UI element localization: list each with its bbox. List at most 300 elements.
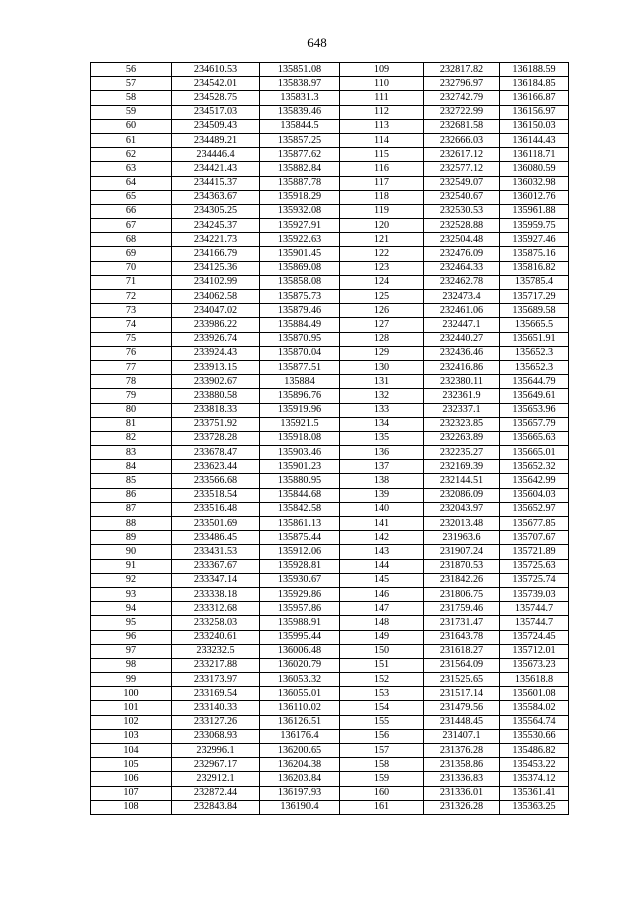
- x-coordinate-cell: 232681.58: [424, 119, 500, 133]
- point-number-cell: 69: [91, 247, 172, 261]
- x-coordinate-cell: 231806.75: [424, 587, 500, 601]
- y-coordinate-cell: 136150.03: [500, 119, 569, 133]
- x-coordinate-cell: 232912.1: [172, 772, 260, 786]
- y-coordinate-cell: 135901.45: [260, 247, 340, 261]
- x-coordinate-cell: 231336.83: [424, 772, 500, 786]
- point-number-cell: 72: [91, 290, 172, 304]
- point-number-cell: 62: [91, 148, 172, 162]
- table-row: [91, 602, 569, 616]
- point-number-cell: 156: [340, 729, 424, 743]
- table-row: [91, 176, 569, 190]
- x-coordinate-cell: 232617.12: [424, 148, 500, 162]
- point-number-cell: 113: [340, 119, 424, 133]
- point-number-cell: 90: [91, 545, 172, 559]
- table-row: [91, 517, 569, 531]
- x-coordinate-cell: 232440.27: [424, 332, 500, 346]
- x-coordinate-cell: 232464.33: [424, 261, 500, 275]
- y-coordinate-cell: 135928.81: [260, 559, 340, 573]
- table-row: [91, 545, 569, 559]
- point-number-cell: 105: [91, 758, 172, 772]
- x-coordinate-cell: 233501.69: [172, 517, 260, 531]
- y-coordinate-cell: 135921.5: [260, 417, 340, 431]
- y-coordinate-cell: 136080.59: [500, 162, 569, 176]
- table-row: [91, 219, 569, 233]
- table-row: [91, 460, 569, 474]
- y-coordinate-cell: 135604.03: [500, 488, 569, 502]
- x-coordinate-cell: 232996.1: [172, 744, 260, 758]
- y-coordinate-cell: 135725.74: [500, 573, 569, 587]
- y-coordinate-cell: 135652.3: [500, 346, 569, 360]
- y-coordinate-cell: 135707.67: [500, 531, 569, 545]
- table-row: [91, 729, 569, 743]
- point-number-cell: 84: [91, 460, 172, 474]
- x-coordinate-cell: 232436.46: [424, 346, 500, 360]
- x-coordinate-cell: 232540.67: [424, 190, 500, 204]
- point-number-cell: 120: [340, 219, 424, 233]
- table-row: [91, 162, 569, 176]
- table-row: [91, 701, 569, 715]
- table-row: [91, 290, 569, 304]
- point-number-cell: 122: [340, 247, 424, 261]
- x-coordinate-cell: 234509.43: [172, 119, 260, 133]
- point-number-cell: 60: [91, 119, 172, 133]
- y-coordinate-cell: 135877.51: [260, 360, 340, 374]
- y-coordinate-cell: 135861.13: [260, 517, 340, 531]
- table-row: [91, 559, 569, 573]
- x-coordinate-cell: 232416.86: [424, 360, 500, 374]
- y-coordinate-cell: 135877.62: [260, 148, 340, 162]
- point-number-cell: 110: [340, 77, 424, 91]
- point-number-cell: 79: [91, 389, 172, 403]
- x-coordinate-cell: 233127.26: [172, 715, 260, 729]
- table-row: [91, 687, 569, 701]
- y-coordinate-cell: 135875.44: [260, 531, 340, 545]
- y-coordinate-cell: 135838.97: [260, 77, 340, 91]
- point-number-cell: 121: [340, 233, 424, 247]
- y-coordinate-cell: 135665.01: [500, 446, 569, 460]
- x-coordinate-cell: 232144.51: [424, 474, 500, 488]
- x-coordinate-cell: 231963.6: [424, 531, 500, 545]
- table-row: [91, 247, 569, 261]
- y-coordinate-cell: 135361.41: [500, 786, 569, 800]
- point-number-cell: 116: [340, 162, 424, 176]
- y-coordinate-cell: 135961.88: [500, 204, 569, 218]
- y-coordinate-cell: 135927.46: [500, 233, 569, 247]
- table-row: [91, 133, 569, 147]
- table-row: [91, 91, 569, 105]
- point-number-cell: 68: [91, 233, 172, 247]
- y-coordinate-cell: 135831.3: [260, 91, 340, 105]
- y-coordinate-cell: 136118.71: [500, 148, 569, 162]
- point-number-cell: 130: [340, 360, 424, 374]
- y-coordinate-cell: 136055.01: [260, 687, 340, 701]
- point-number-cell: 111: [340, 91, 424, 105]
- point-number-cell: 57: [91, 77, 172, 91]
- y-coordinate-cell: 135875.16: [500, 247, 569, 261]
- y-coordinate-cell: 136190.4: [260, 800, 340, 814]
- table-row: [91, 119, 569, 133]
- x-coordinate-cell: 234610.53: [172, 63, 260, 77]
- table-row: [91, 375, 569, 389]
- y-coordinate-cell: 135927.91: [260, 219, 340, 233]
- table-row: [91, 644, 569, 658]
- x-coordinate-cell: 233338.18: [172, 587, 260, 601]
- x-coordinate-cell: 232473.4: [424, 290, 500, 304]
- x-coordinate-cell: 233068.93: [172, 729, 260, 743]
- x-coordinate-cell: 232843.84: [172, 800, 260, 814]
- y-coordinate-cell: 135724.45: [500, 630, 569, 644]
- coordinates-table: [90, 62, 569, 815]
- x-coordinate-cell: 234363.67: [172, 190, 260, 204]
- x-coordinate-cell: 233367.67: [172, 559, 260, 573]
- x-coordinate-cell: 232796.97: [424, 77, 500, 91]
- table-row: [91, 346, 569, 360]
- x-coordinate-cell: 233518.54: [172, 488, 260, 502]
- x-coordinate-cell: 231870.53: [424, 559, 500, 573]
- point-number-cell: 134: [340, 417, 424, 431]
- point-number-cell: 78: [91, 375, 172, 389]
- y-coordinate-cell: 135651.91: [500, 332, 569, 346]
- table-row: [91, 587, 569, 601]
- point-number-cell: 161: [340, 800, 424, 814]
- y-coordinate-cell: 135879.46: [260, 304, 340, 318]
- point-number-cell: 102: [91, 715, 172, 729]
- point-number-cell: 107: [91, 786, 172, 800]
- y-coordinate-cell: 135564.74: [500, 715, 569, 729]
- y-coordinate-cell: 135844.68: [260, 488, 340, 502]
- table-row: [91, 616, 569, 630]
- point-number-cell: 153: [340, 687, 424, 701]
- y-coordinate-cell: 135374.12: [500, 772, 569, 786]
- table-row: [91, 531, 569, 545]
- point-number-cell: 76: [91, 346, 172, 360]
- x-coordinate-cell: 234421.43: [172, 162, 260, 176]
- y-coordinate-cell: 135642.99: [500, 474, 569, 488]
- point-number-cell: 131: [340, 375, 424, 389]
- x-coordinate-cell: 232577.12: [424, 162, 500, 176]
- point-number-cell: 99: [91, 673, 172, 687]
- point-number-cell: 95: [91, 616, 172, 630]
- point-number-cell: 144: [340, 559, 424, 573]
- y-coordinate-cell: 135486.82: [500, 744, 569, 758]
- point-number-cell: 58: [91, 91, 172, 105]
- y-coordinate-cell: 135644.79: [500, 375, 569, 389]
- point-number-cell: 127: [340, 318, 424, 332]
- point-number-cell: 152: [340, 673, 424, 687]
- x-coordinate-cell: 233169.54: [172, 687, 260, 701]
- table-row: [91, 446, 569, 460]
- x-coordinate-cell: 232462.78: [424, 275, 500, 289]
- table-row: [91, 304, 569, 318]
- point-number-cell: 103: [91, 729, 172, 743]
- y-coordinate-cell: 135875.73: [260, 290, 340, 304]
- y-coordinate-cell: 135930.67: [260, 573, 340, 587]
- x-coordinate-cell: 231525.65: [424, 673, 500, 687]
- y-coordinate-cell: 136197.93: [260, 786, 340, 800]
- table-row: [91, 332, 569, 346]
- table-row: [91, 715, 569, 729]
- x-coordinate-cell: 231564.09: [424, 658, 500, 672]
- y-coordinate-cell: 135816.82: [500, 261, 569, 275]
- y-coordinate-cell: 135880.95: [260, 474, 340, 488]
- x-coordinate-cell: 233431.53: [172, 545, 260, 559]
- x-coordinate-cell: 232361.9: [424, 389, 500, 403]
- x-coordinate-cell: 232742.79: [424, 91, 500, 105]
- x-coordinate-cell: 232013.48: [424, 517, 500, 531]
- y-coordinate-cell: 136156.97: [500, 105, 569, 119]
- point-number-cell: 132: [340, 389, 424, 403]
- y-coordinate-cell: 135712.01: [500, 644, 569, 658]
- y-coordinate-cell: 135744.7: [500, 602, 569, 616]
- x-coordinate-cell: 232967.17: [172, 758, 260, 772]
- y-coordinate-cell: 135922.63: [260, 233, 340, 247]
- x-coordinate-cell: 234446.4: [172, 148, 260, 162]
- y-coordinate-cell: 136176.4: [260, 729, 340, 743]
- point-number-cell: 80: [91, 403, 172, 417]
- x-coordinate-cell: 233818.33: [172, 403, 260, 417]
- point-number-cell: 74: [91, 318, 172, 332]
- table-row: [91, 77, 569, 91]
- point-number-cell: 145: [340, 573, 424, 587]
- x-coordinate-cell: 234542.01: [172, 77, 260, 91]
- y-coordinate-cell: 136188.59: [500, 63, 569, 77]
- x-coordinate-cell: 232504.48: [424, 233, 500, 247]
- table-row: [91, 658, 569, 672]
- table-row: [91, 318, 569, 332]
- x-coordinate-cell: 231618.27: [424, 644, 500, 658]
- point-number-cell: 85: [91, 474, 172, 488]
- x-coordinate-cell: 233728.28: [172, 431, 260, 445]
- x-coordinate-cell: 232666.03: [424, 133, 500, 147]
- point-number-cell: 71: [91, 275, 172, 289]
- point-number-cell: 150: [340, 644, 424, 658]
- x-coordinate-cell: 231376.28: [424, 744, 500, 758]
- y-coordinate-cell: 135530.66: [500, 729, 569, 743]
- y-coordinate-cell: 135995.44: [260, 630, 340, 644]
- point-number-cell: 137: [340, 460, 424, 474]
- y-coordinate-cell: 135912.06: [260, 545, 340, 559]
- x-coordinate-cell: 232323.85: [424, 417, 500, 431]
- y-coordinate-cell: 135959.75: [500, 219, 569, 233]
- point-number-cell: 92: [91, 573, 172, 587]
- point-number-cell: 108: [91, 800, 172, 814]
- y-coordinate-cell: 135870.04: [260, 346, 340, 360]
- y-coordinate-cell: 135717.29: [500, 290, 569, 304]
- point-number-cell: 100: [91, 687, 172, 701]
- point-number-cell: 77: [91, 360, 172, 374]
- y-coordinate-cell: 135918.29: [260, 190, 340, 204]
- x-coordinate-cell: 232530.53: [424, 204, 500, 218]
- x-coordinate-cell: 232337.1: [424, 403, 500, 417]
- y-coordinate-cell: 135988.91: [260, 616, 340, 630]
- table-row: [91, 786, 569, 800]
- y-coordinate-cell: 135618.8: [500, 673, 569, 687]
- x-coordinate-cell: 233347.14: [172, 573, 260, 587]
- point-number-cell: 148: [340, 616, 424, 630]
- point-number-cell: 96: [91, 630, 172, 644]
- x-coordinate-cell: 234102.99: [172, 275, 260, 289]
- y-coordinate-cell: 135884: [260, 375, 340, 389]
- point-number-cell: 135: [340, 431, 424, 445]
- x-coordinate-cell: 232476.09: [424, 247, 500, 261]
- x-coordinate-cell: 231336.01: [424, 786, 500, 800]
- y-coordinate-cell: 135842.58: [260, 502, 340, 516]
- y-coordinate-cell: 135665.5: [500, 318, 569, 332]
- x-coordinate-cell: 232169.39: [424, 460, 500, 474]
- point-number-cell: 106: [91, 772, 172, 786]
- y-coordinate-cell: 135739.03: [500, 587, 569, 601]
- x-coordinate-cell: 234062.58: [172, 290, 260, 304]
- y-coordinate-cell: 136006.48: [260, 644, 340, 658]
- y-coordinate-cell: 135653.96: [500, 403, 569, 417]
- x-coordinate-cell: 232817.82: [424, 63, 500, 77]
- point-number-cell: 123: [340, 261, 424, 275]
- table-row: [91, 148, 569, 162]
- point-number-cell: 118: [340, 190, 424, 204]
- y-coordinate-cell: 136020.79: [260, 658, 340, 672]
- y-coordinate-cell: 135601.08: [500, 687, 569, 701]
- x-coordinate-cell: 233986.22: [172, 318, 260, 332]
- point-number-cell: 157: [340, 744, 424, 758]
- x-coordinate-cell: 234489.21: [172, 133, 260, 147]
- x-coordinate-cell: 233312.68: [172, 602, 260, 616]
- table-row: [91, 573, 569, 587]
- point-number-cell: 141: [340, 517, 424, 531]
- point-number-cell: 89: [91, 531, 172, 545]
- y-coordinate-cell: 136110.02: [260, 701, 340, 715]
- x-coordinate-cell: 232086.09: [424, 488, 500, 502]
- y-coordinate-cell: 135584.02: [500, 701, 569, 715]
- y-coordinate-cell: 135652.32: [500, 460, 569, 474]
- x-coordinate-cell: 232380.11: [424, 375, 500, 389]
- point-number-cell: 143: [340, 545, 424, 559]
- y-coordinate-cell: 135901.23: [260, 460, 340, 474]
- x-coordinate-cell: 233516.48: [172, 502, 260, 516]
- y-coordinate-cell: 136012.76: [500, 190, 569, 204]
- point-number-cell: 136: [340, 446, 424, 460]
- point-number-cell: 126: [340, 304, 424, 318]
- point-number-cell: 56: [91, 63, 172, 77]
- table-row: [91, 417, 569, 431]
- y-coordinate-cell: 136184.85: [500, 77, 569, 91]
- point-number-cell: 61: [91, 133, 172, 147]
- y-coordinate-cell: 135844.5: [260, 119, 340, 133]
- y-coordinate-cell: 135851.08: [260, 63, 340, 77]
- y-coordinate-cell: 135903.46: [260, 446, 340, 460]
- y-coordinate-cell: 135721.89: [500, 545, 569, 559]
- y-coordinate-cell: 136126.51: [260, 715, 340, 729]
- x-coordinate-cell: 233924.43: [172, 346, 260, 360]
- table-row: [91, 630, 569, 644]
- x-coordinate-cell: 234166.79: [172, 247, 260, 261]
- x-coordinate-cell: 232263.89: [424, 431, 500, 445]
- point-number-cell: 159: [340, 772, 424, 786]
- point-number-cell: 117: [340, 176, 424, 190]
- table-row: [91, 431, 569, 445]
- y-coordinate-cell: 135363.25: [500, 800, 569, 814]
- point-number-cell: 91: [91, 559, 172, 573]
- point-number-cell: 146: [340, 587, 424, 601]
- x-coordinate-cell: 234221.73: [172, 233, 260, 247]
- point-number-cell: 83: [91, 446, 172, 460]
- y-coordinate-cell: 135689.58: [500, 304, 569, 318]
- x-coordinate-cell: 234517.03: [172, 105, 260, 119]
- point-number-cell: 73: [91, 304, 172, 318]
- y-coordinate-cell: 136166.87: [500, 91, 569, 105]
- point-number-cell: 112: [340, 105, 424, 119]
- x-coordinate-cell: 231448.45: [424, 715, 500, 729]
- point-number-cell: 87: [91, 502, 172, 516]
- y-coordinate-cell: 135918.08: [260, 431, 340, 445]
- point-number-cell: 104: [91, 744, 172, 758]
- point-number-cell: 160: [340, 786, 424, 800]
- y-coordinate-cell: 136144.43: [500, 133, 569, 147]
- point-number-cell: 119: [340, 204, 424, 218]
- point-number-cell: 147: [340, 602, 424, 616]
- point-number-cell: 63: [91, 162, 172, 176]
- x-coordinate-cell: 234415.37: [172, 176, 260, 190]
- table-row: [91, 360, 569, 374]
- point-number-cell: 158: [340, 758, 424, 772]
- table-row: [91, 744, 569, 758]
- x-coordinate-cell: 234528.75: [172, 91, 260, 105]
- point-number-cell: 142: [340, 531, 424, 545]
- table-row: [91, 389, 569, 403]
- y-coordinate-cell: 135857.25: [260, 133, 340, 147]
- point-number-cell: 155: [340, 715, 424, 729]
- x-coordinate-cell: 233880.58: [172, 389, 260, 403]
- point-number-cell: 138: [340, 474, 424, 488]
- table-row: [91, 502, 569, 516]
- point-number-cell: 98: [91, 658, 172, 672]
- y-coordinate-cell: 135957.86: [260, 602, 340, 616]
- x-coordinate-cell: 233566.68: [172, 474, 260, 488]
- y-coordinate-cell: 136204.38: [260, 758, 340, 772]
- table-row: [91, 758, 569, 772]
- y-coordinate-cell: 135870.95: [260, 332, 340, 346]
- x-coordinate-cell: 233902.67: [172, 375, 260, 389]
- x-coordinate-cell: 233913.15: [172, 360, 260, 374]
- y-coordinate-cell: 135896.76: [260, 389, 340, 403]
- y-coordinate-cell: 135919.96: [260, 403, 340, 417]
- point-number-cell: 94: [91, 602, 172, 616]
- table-row: [91, 488, 569, 502]
- x-coordinate-cell: 231407.1: [424, 729, 500, 743]
- table-row: [91, 233, 569, 247]
- x-coordinate-cell: 233486.45: [172, 531, 260, 545]
- table-row: [91, 800, 569, 814]
- x-coordinate-cell: 231479.56: [424, 701, 500, 715]
- point-number-cell: 59: [91, 105, 172, 119]
- x-coordinate-cell: 231517.14: [424, 687, 500, 701]
- y-coordinate-cell: 135887.78: [260, 176, 340, 190]
- x-coordinate-cell: 232528.88: [424, 219, 500, 233]
- x-coordinate-cell: 233258.03: [172, 616, 260, 630]
- page-number: 648: [307, 35, 327, 50]
- x-coordinate-cell: 233623.44: [172, 460, 260, 474]
- point-number-cell: 88: [91, 517, 172, 531]
- point-number-cell: 151: [340, 658, 424, 672]
- y-coordinate-cell: 135652.3: [500, 360, 569, 374]
- x-coordinate-cell: 232447.1: [424, 318, 500, 332]
- coordinates-table-body: [91, 63, 569, 815]
- point-number-cell: 109: [340, 63, 424, 77]
- y-coordinate-cell: 135869.08: [260, 261, 340, 275]
- y-coordinate-cell: 136053.32: [260, 673, 340, 687]
- y-coordinate-cell: 135665.63: [500, 431, 569, 445]
- x-coordinate-cell: 231759.46: [424, 602, 500, 616]
- y-coordinate-cell: 135858.08: [260, 275, 340, 289]
